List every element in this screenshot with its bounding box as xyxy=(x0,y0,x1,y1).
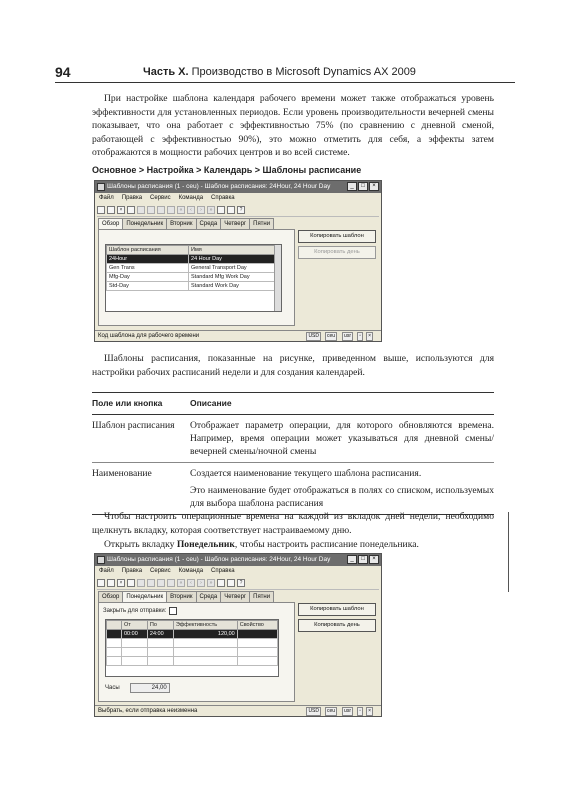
breadcrumb: Основное > Настройка > Календарь > Шаблоны расписание xyxy=(92,165,362,175)
table-row[interactable] xyxy=(107,657,278,666)
paragraph-weekday-tabs: Чтобы настроить операционные времена на каждой из вкладок дней недели, необходимо щелкнуть вкладку, которая соответствует настраиваемому дню. xyxy=(92,511,494,536)
tab-thursday[interactable]: Четверг xyxy=(220,591,250,602)
minimize-button[interactable]: _ xyxy=(347,182,357,191)
menu-command[interactable]: Команда xyxy=(178,195,204,201)
closed-for-pickup-row xyxy=(103,607,177,615)
prev-record-icon[interactable]: ‹ xyxy=(187,206,195,214)
copy-day-button[interactable]: Копировать день xyxy=(298,619,376,632)
status-bar xyxy=(95,330,381,341)
closed-for-pickup-checkbox[interactable] xyxy=(169,607,177,615)
status-close-icon[interactable]: × xyxy=(368,333,371,339)
toolbar xyxy=(97,577,379,590)
column-header-to[interactable]: По xyxy=(147,621,173,630)
last-record-icon[interactable]: » xyxy=(207,579,215,587)
monday-emphasis: Понедельник xyxy=(176,539,235,550)
copy-template-button[interactable]: Копировать шаблон xyxy=(298,603,376,616)
paragraph-templates: Шаблоны расписания, показанные на рисунке, приведенном выше, используются для настройки рабочих расписаний недели и для создания календарей. xyxy=(92,353,494,378)
column-header-description: Описание xyxy=(190,398,232,408)
new-icon[interactable] xyxy=(97,206,105,214)
last-record-icon[interactable]: » xyxy=(207,206,215,214)
status-currency: USD xyxy=(308,708,319,714)
tab-tuesday[interactable]: Вторник xyxy=(166,591,196,602)
tab-overview[interactable]: Обзор xyxy=(98,591,123,602)
menu-bar xyxy=(95,566,381,576)
save-icon[interactable] xyxy=(107,579,115,587)
table-row[interactable] xyxy=(107,648,278,657)
print-icon[interactable] xyxy=(127,579,135,587)
copy-template-button[interactable]: Копировать шаблон xyxy=(298,230,376,243)
tab-wednesday[interactable]: Среда xyxy=(196,591,222,602)
next-record-icon[interactable]: › xyxy=(197,206,205,214)
column-header-name[interactable]: Имя xyxy=(189,246,281,255)
status-close-icon[interactable]: × xyxy=(368,708,371,714)
tab-friday[interactable]: Пятни xyxy=(249,591,274,602)
status-user: usr xyxy=(344,708,351,714)
tab-monday[interactable]: Понедельник xyxy=(122,591,167,603)
closed-for-pickup-label: Закрыть для отправки: xyxy=(103,608,167,614)
part-title: Производство в Microsoft Dynamics AX 2009 xyxy=(191,66,416,78)
grid-scrollbar[interactable] xyxy=(274,245,281,311)
close-button[interactable]: × xyxy=(369,182,379,191)
column-header-efficiency[interactable]: Эффективность xyxy=(173,621,237,630)
window-title: Шаблоны расписания (1 - ceu) - Шаблон расписания: 24Hour, 24 Hour Day xyxy=(107,556,331,563)
status-lock-icon: ▫ xyxy=(359,333,361,339)
margin-line xyxy=(508,512,509,592)
toolbar xyxy=(97,204,379,217)
doc-icon[interactable] xyxy=(217,579,225,587)
filter-icon[interactable] xyxy=(137,206,145,214)
window-titlebar xyxy=(95,181,381,193)
filter-advanced-icon[interactable] xyxy=(157,206,165,214)
page-number: 94 xyxy=(55,64,71,80)
fields-table xyxy=(92,392,494,515)
alert-icon[interactable] xyxy=(227,579,235,587)
prev-record-icon[interactable]: ‹ xyxy=(187,579,195,587)
tab-monday[interactable]: Понедельник xyxy=(122,218,167,229)
maximize-button[interactable]: □ xyxy=(358,182,368,191)
field-description: Отображает параметр операции, для которого обновляются времена. Например, время операции может указываться для дневной смены/вечерней смены/ночной смены xyxy=(190,420,494,457)
status-company: ceu xyxy=(326,333,335,339)
menu-help[interactable]: Справка xyxy=(211,195,235,201)
app-icon xyxy=(97,183,105,191)
print-icon[interactable] xyxy=(127,206,135,214)
menu-edit[interactable]: Правка xyxy=(121,195,143,201)
delete-icon[interactable]: × xyxy=(117,206,125,214)
menu-edit[interactable]: Правка xyxy=(121,568,143,574)
table-row[interactable]: Std-Day Standard Work Day xyxy=(107,282,281,291)
tab-friday[interactable]: Пятни xyxy=(249,218,274,229)
menu-command[interactable]: Команда xyxy=(178,568,204,574)
column-header-from[interactable]: От xyxy=(122,621,148,630)
help-icon[interactable]: ? xyxy=(237,579,245,587)
status-lock-icon: ▫ xyxy=(359,708,361,714)
close-button[interactable]: × xyxy=(369,555,379,564)
tab-tuesday[interactable]: Вторник xyxy=(166,218,196,229)
running-title xyxy=(143,66,416,78)
delete-icon[interactable]: × xyxy=(117,579,125,587)
tab-overview[interactable]: Обзор xyxy=(98,218,123,230)
minimize-button[interactable]: _ xyxy=(347,555,357,564)
alert-icon[interactable] xyxy=(227,206,235,214)
paragraph-open-monday: Открыть вкладку Понедельник, чтобы настроить расписание понедельника. xyxy=(104,539,419,550)
menu-help[interactable]: Справка xyxy=(211,568,235,574)
column-header-property[interactable]: Свойство xyxy=(237,621,277,630)
app-icon xyxy=(97,556,105,564)
table-row[interactable] xyxy=(107,639,278,648)
table-row xyxy=(92,463,494,514)
monday-panel xyxy=(98,602,295,702)
sort-icon[interactable] xyxy=(167,206,175,214)
tab-thursday[interactable]: Четверг xyxy=(220,218,250,229)
field-description-note: Это наименование будет отображаться в полях со списком, используемых для выбора шаблона расписания xyxy=(190,485,494,509)
overview-panel xyxy=(98,229,295,326)
save-icon[interactable] xyxy=(107,206,115,214)
filter-selection-icon[interactable] xyxy=(147,579,155,587)
menu-tools[interactable]: Сервис xyxy=(150,568,171,574)
copy-day-button[interactable]: Копировать день xyxy=(298,246,376,259)
help-icon[interactable]: ? xyxy=(237,206,245,214)
field-name: Наименование xyxy=(92,468,152,479)
maximize-button[interactable]: □ xyxy=(358,555,368,564)
status-text: Выбрать, если отправка неизменна xyxy=(98,708,198,714)
field-name: Шаблон расписания xyxy=(92,420,175,431)
schedule-templates-window xyxy=(94,180,382,342)
window-title: Шаблоны расписания (1 - ceu) - Шаблон расписания: 24Hour, 24 Hour Day xyxy=(107,183,331,190)
status-text: Код шаблона для рабочего времени xyxy=(98,333,200,339)
filter-selection-icon[interactable] xyxy=(147,206,155,214)
column-header-template[interactable]: Шаблон расписания xyxy=(107,246,189,255)
header-rule xyxy=(55,82,515,83)
running-header xyxy=(55,64,515,80)
hours-row xyxy=(105,683,170,693)
monday-hours-grid xyxy=(105,619,279,677)
next-record-icon[interactable]: › xyxy=(197,579,205,587)
monday-schedule-window xyxy=(94,553,382,717)
first-record-icon[interactable]: « xyxy=(177,579,185,587)
part-label: Часть X. xyxy=(143,66,189,78)
field-description: Создается наименование текущего шаблона расписания. xyxy=(190,468,422,479)
status-bar xyxy=(95,705,381,716)
hours-label: Часы xyxy=(105,685,120,691)
table-row[interactable]: 00:00 24:00 120,00 xyxy=(107,630,278,639)
menu-bar xyxy=(95,193,381,203)
hours-value: 24,00 xyxy=(130,683,170,693)
menu-file[interactable]: Файл xyxy=(99,568,114,574)
first-record-icon[interactable]: « xyxy=(177,206,185,214)
table-row xyxy=(92,415,494,462)
templates-grid xyxy=(105,244,282,312)
filter-advanced-icon[interactable] xyxy=(157,579,165,587)
menu-file[interactable]: Файл xyxy=(99,195,114,201)
doc-icon[interactable] xyxy=(217,206,225,214)
menu-tools[interactable]: Сервис xyxy=(150,195,171,201)
sort-icon[interactable] xyxy=(167,579,175,587)
fields-table-header xyxy=(92,393,494,414)
status-currency: USD xyxy=(308,333,319,339)
status-company: ceu xyxy=(326,708,335,714)
tab-wednesday[interactable]: Среда xyxy=(196,218,222,229)
window-titlebar xyxy=(95,554,381,566)
column-header-field: Поле или кнопка xyxy=(92,398,163,408)
table-row[interactable]: Mfg-Day Standard Mfg Work Day xyxy=(107,273,281,282)
new-icon[interactable] xyxy=(97,579,105,587)
paragraph-efficiency: При настройке шаблона календаря рабочего времени может также отображаться уровень эффективности для установленных периодов. Если уровень производительности вечерней смены показывает, что она работает с эффективностью 75% (по сравнению с дневной сменой, работающей с эффективностью 90%), это можно отметить для себя, а эффекты затем отображаются в мощности рабочих центров и во всей системе. xyxy=(92,93,494,158)
table-row[interactable]: Gen Trans General Transport Day xyxy=(107,264,281,273)
filter-icon[interactable] xyxy=(137,579,145,587)
status-user: usr xyxy=(344,333,351,339)
table-row[interactable]: 24Hour 24 Hour Day xyxy=(107,255,281,264)
